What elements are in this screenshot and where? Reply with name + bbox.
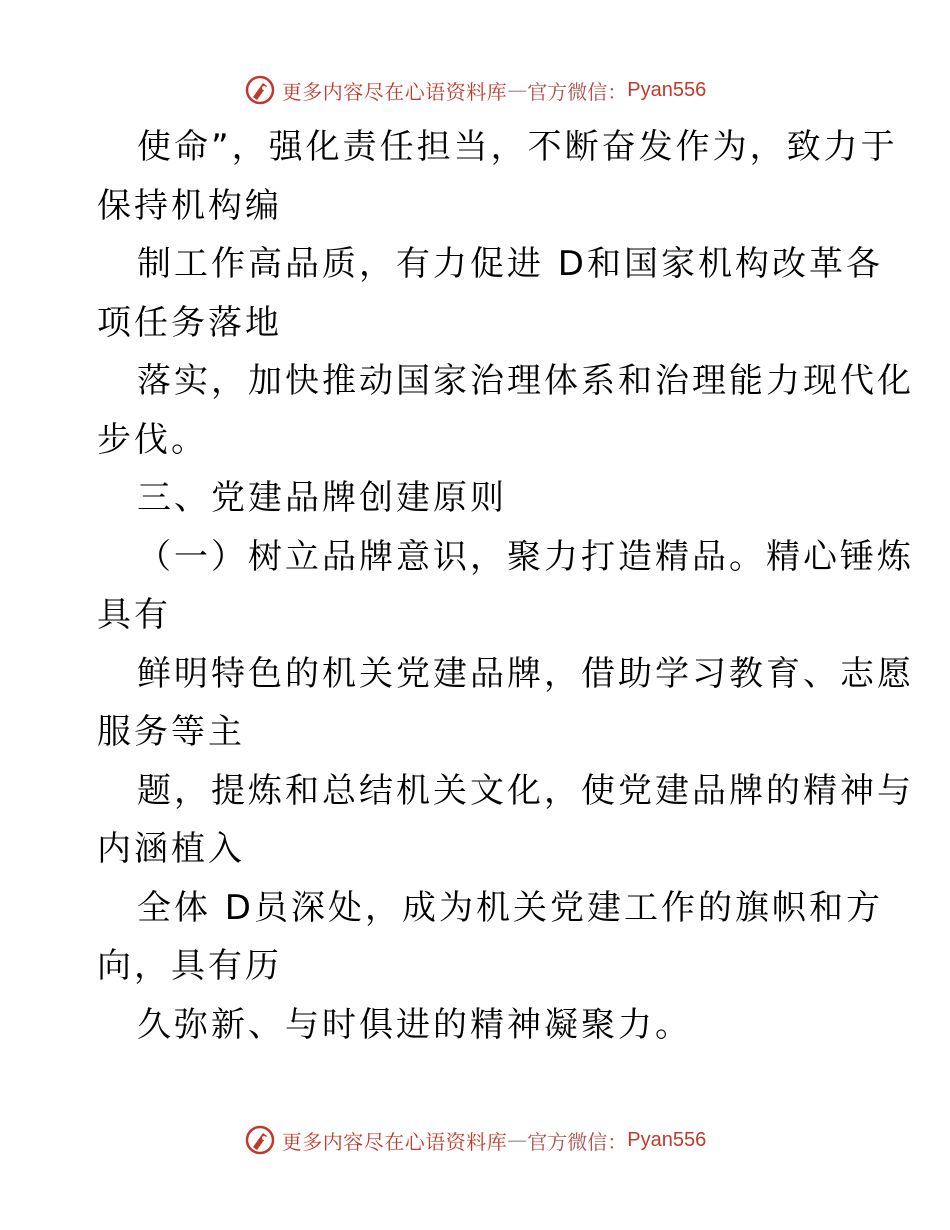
- text-line: 保持机构编: [97, 185, 282, 226]
- section-heading: 三、党建品牌创建原则: [137, 478, 507, 518]
- document-body: [97, 118, 914, 1054]
- text-line: 项任务落地: [97, 302, 282, 343]
- footer-watermark: [0, 1120, 950, 1160]
- watermark-wechat-label: 官方微信：: [527, 79, 628, 104]
- text-line: 落实，加快推动国家治理体系和治理能力现代化: [137, 361, 914, 401]
- text-line: 服务等主: [97, 712, 245, 752]
- watermark-site-text: 更多内容尽在心语资料库: [281, 1129, 508, 1154]
- text-line: 内涵植入: [97, 829, 245, 869]
- watermark-site-text: 更多内容尽在心语资料库: [281, 79, 508, 104]
- text-line: 使命”，强化责任担当，不断奋发作为，致力于: [137, 127, 898, 167]
- text-line: 制工作高品质，有力促进 D和国家机构改革各: [137, 244, 883, 284]
- fountain-pen-logo-icon: [244, 1124, 276, 1156]
- text-line: 步伐。: [97, 419, 208, 460]
- text-line: 久弥新、与时俱进的精神凝聚力。: [137, 1004, 692, 1045]
- text-line: 具有: [97, 595, 171, 635]
- watermark-wechat-label: 官方微信：: [527, 1129, 628, 1154]
- watermark-dash: —: [507, 78, 528, 102]
- text-line: 全体 D员深处，成为机关党建工作的旗帜和方: [137, 887, 883, 928]
- text-line: 题，提炼和总结机关文化，使党建品牌的精神与: [137, 770, 914, 811]
- watermark-account: Pyan556: [627, 1128, 707, 1151]
- text-line: （一）树立品牌意识，聚力打造精品。精心锤炼: [137, 536, 914, 577]
- watermark-account: Pyan556: [627, 78, 707, 101]
- header-watermark: [0, 70, 950, 110]
- watermark-dash: —: [507, 1128, 528, 1152]
- fountain-pen-logo-icon: [244, 74, 276, 106]
- text-line: 向，具有历: [97, 946, 282, 986]
- text-line: 鲜明特色的机关党建品牌，借助学习教育、志愿: [137, 653, 914, 694]
